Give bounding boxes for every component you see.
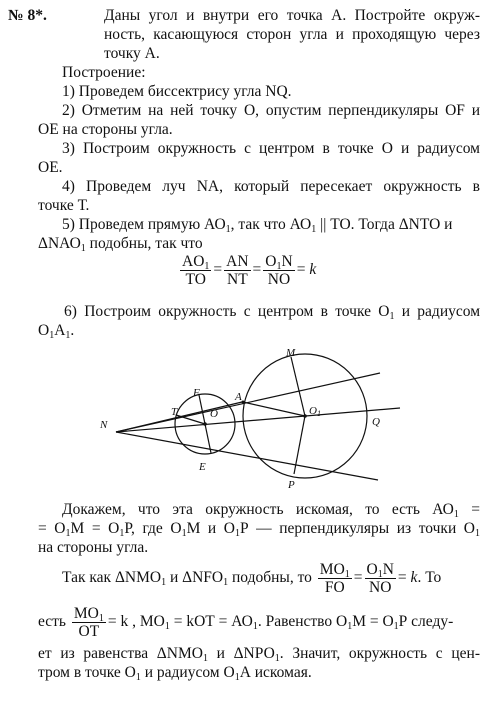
construction-heading: Построение:	[62, 64, 146, 81]
proof-line-6: ет из равенства $\Delta NМО_1$ и $\Delta NРО_1$. Значит, окружность с цен-	[38, 645, 481, 664]
step-5-line-1: 5) Проведем прямую $АО_1$, так что $АО_1$ || ТО. Тогда ΔNТО и	[62, 216, 453, 235]
fraction-mo1-ot: $\frac{MO_1}{OT}$	[73, 605, 104, 640]
geometry-figure	[0, 340, 489, 500]
ray-na	[116, 402, 242, 432]
step-3-line-2: OE.	[38, 159, 63, 176]
step-4-line-1: 4) Проведем луч NA, который пересекает окружность в	[62, 178, 480, 195]
step-4-line-2: точке Т.	[38, 197, 90, 214]
statement-line-1: Даны угол и внутри его точка А. Постройте окруж-	[104, 7, 480, 24]
label-t: T	[171, 406, 178, 418]
fraction-mo1-fo: $\frac{MO_1}{FO}$	[319, 561, 350, 596]
label-f: F	[193, 387, 200, 399]
statement-line-3: точку А.	[104, 45, 160, 62]
proof-line-5: есть $\frac{MO_1}{OT}$ = k , $МО_1$ = kОТ = $АО_1$. Равенство $О_1М = О_1Р$ следу-	[38, 605, 454, 640]
proof-line-2: = $О_1М = О_1Р$, где $О_1М$ и $О_1Р$ — перпендикуляры из точки $О_1$	[38, 520, 480, 539]
bisector-nq	[116, 408, 400, 432]
proof-line-1: Докажем, что эта окружность искомая, то есть $АО_1$ =	[62, 501, 481, 520]
proof-line-7: тром в точке $О_1$ и радиусом $О_1А$ искомая.	[38, 664, 312, 683]
point-a	[242, 401, 245, 404]
label-o1: O1	[309, 405, 321, 418]
proportion-equation: $\frac{AO_1}{TO}$ = $\frac{AN}{NT}$ = $\frac{O_1N}{NO}$ = k	[182, 253, 317, 288]
label-n: N	[100, 419, 108, 431]
radius-o1m	[291, 357, 305, 416]
step-6-line-1: 6) Построим окружность с центром в точке $О_1$ и радиусом	[64, 303, 481, 322]
step-1: 1) Проведем биссектрису угла NQ.	[62, 83, 292, 100]
fraction-ao1-to: $\frac{AO_1}{TO}$	[182, 253, 210, 288]
fraction-o1n-no-2: $\frac{O_1N}{NO}$	[366, 561, 394, 596]
segment-ot	[176, 415, 205, 424]
step-2-line-2: OE на стороны угла.	[38, 121, 173, 138]
proof-line-3: на стороны угла.	[38, 539, 149, 556]
statement-line-2: ность, касающуюся сторон угла и проходящую через	[104, 26, 480, 43]
fraction-an-nt: $\frac{AN}{NT}$	[226, 253, 249, 288]
point-o1	[303, 414, 307, 418]
radius-of	[199, 395, 205, 424]
step-2-line-1: 2) Отметим на ней точку О, опустим перпендикуляры OF и	[62, 102, 480, 119]
segment-ao1	[243, 402, 305, 416]
label-q: Q	[372, 416, 380, 428]
fraction-o1n-no: $\frac{O_1N}{NO}$	[265, 253, 293, 288]
problem-number: № 8*.	[8, 7, 47, 24]
label-m: M	[286, 347, 296, 359]
label-e: E	[199, 461, 206, 473]
point-o	[203, 422, 207, 426]
label-o: O	[210, 408, 218, 420]
proof-line-4: Так как $\Delta NМО_1$ и $\Delta NFО_1$ подобны, то $\frac{MO_1}{FO}$ = $\frac{O_1N}{NO}$ = k. То	[62, 561, 442, 596]
label-a: A	[235, 391, 242, 403]
step-6-line-2: $О_1А_1$.	[38, 322, 75, 341]
label-p: P	[288, 479, 295, 491]
step-5-line-2: $\Delta NАО_1$ подобны, так что	[38, 235, 203, 254]
step-3-line-1: 3) Построим окружность с центром в точке О и радиусом	[62, 140, 480, 157]
